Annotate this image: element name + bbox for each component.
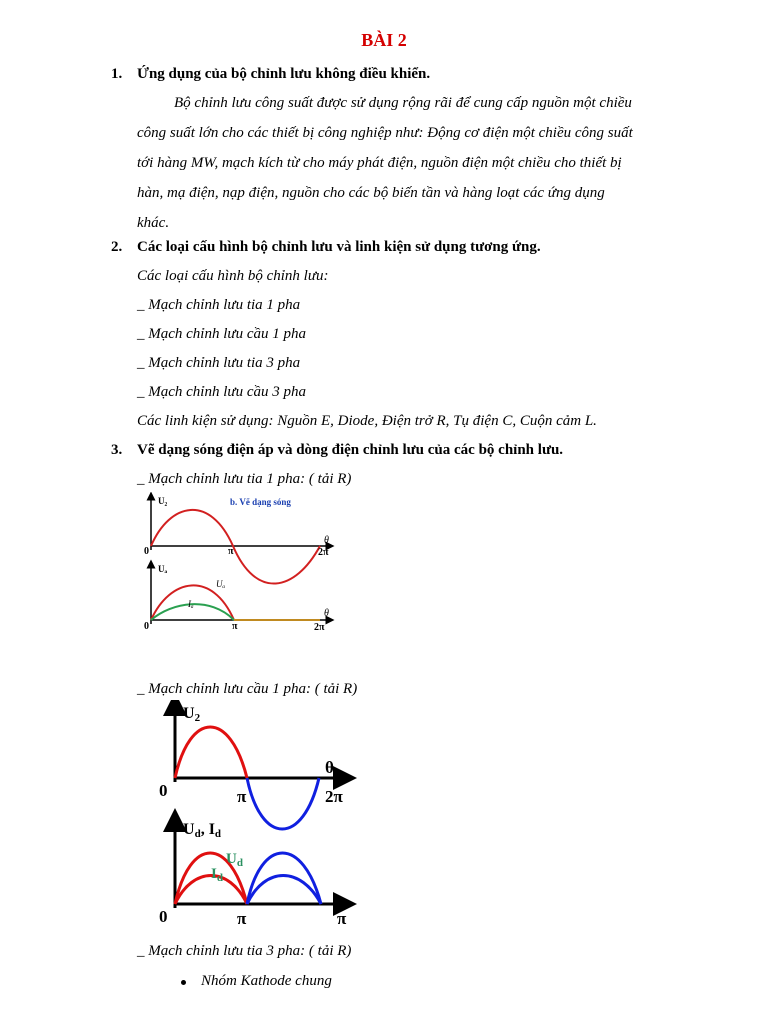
fig2-label: _ Mạch chỉnh lưu cầu 1 pha: ( tải R) xyxy=(137,681,358,697)
bridge-waveform-figure xyxy=(155,700,375,932)
fig2-zero-label: 0 xyxy=(159,781,168,800)
fig1-ud-curve-label: Uₐ xyxy=(216,579,226,589)
fig1-2pi2-label: 2π xyxy=(314,622,325,633)
fig2-u2-label: U2 xyxy=(183,705,201,724)
fig2-ud-curve-label: $U_d$ xyxy=(226,851,243,869)
fig1-theta2-label: θ xyxy=(324,608,329,619)
fig1-zero-label: 0 xyxy=(144,546,149,557)
fig2-id-curve-label: $I_d$ xyxy=(211,866,223,884)
fig2-2pi-label: 2π xyxy=(325,787,343,806)
components-line: Các linh kiện sử dụng: Nguồn E, Diode, Điện trở R, Tụ điện C, Cuộn cảm L. xyxy=(137,413,597,429)
bullet-item: Nhóm Kathode chung xyxy=(201,973,332,990)
config-intro: Các loại cấu hình bộ chỉnh lưu: xyxy=(137,268,329,284)
fig3-label: _ Mạch chỉnh lưu tia 3 pha: ( tải R) xyxy=(137,943,352,959)
fig2-id-neg-half xyxy=(247,876,321,905)
config-item: _ Mạch chỉnh lưu cầu 1 pha xyxy=(137,326,306,342)
fig2-u2-positive xyxy=(175,727,247,778)
fig1-caption: b. Vẽ dạng sóng xyxy=(230,497,291,507)
fig1-ud-axis-label: Uₐ xyxy=(158,564,168,574)
fig1-u2-label: U₂ xyxy=(158,496,168,506)
fig2-pi3-label: π xyxy=(337,909,347,928)
fig2-theta-label: θ xyxy=(325,758,334,777)
section-3-heading: 3. Vẽ dạng sóng điện áp và dòng điện chỉnh lưu của các bộ chỉnh lưu. xyxy=(111,442,564,458)
config-item: _ Mạch chỉnh lưu tia 1 pha xyxy=(137,297,301,313)
fig1-label: _ Mạch chỉnh lưu tia 1 pha: ( tải R) xyxy=(137,471,352,487)
page-title: BÀI 2 xyxy=(361,30,407,50)
bullet-dot-icon xyxy=(181,980,186,985)
fig2-zero2-label: 0 xyxy=(159,907,168,926)
section-1-heading: 1. Ứng dụng của bộ chỉnh lưu không điều khiển. xyxy=(111,66,431,82)
fig1-pi-label: π xyxy=(228,546,234,557)
fig2-pi2-label: π xyxy=(237,909,247,928)
fig1-2pi-label: 2π xyxy=(318,547,329,558)
fig2-u2-negative xyxy=(247,778,319,829)
half-wave-waveform-figure xyxy=(140,492,350,634)
fig1-id-curve-label: Iₐ xyxy=(188,599,194,609)
section-1-paragraph: Bộ chỉnh lưu công suất được sử dụng rộng rãi để cung cấp nguồn một chiều công suất lớn cho các thiết bị công nghiệp như: Động cơ điện một chiều công suất tới hàng MW, mạch kích từ cho máy phát điện, nguồn điện một chiều cho thiết bị hàn, mạ điện, nạp điện, nguồn cho các bộ biến tần và hàng loạt các ứng dụng khác. xyxy=(137,95,633,231)
config-item: _ Mạch chỉnh lưu cầu 3 pha xyxy=(137,384,306,400)
fig2-udid-axis-label: Ud, Id xyxy=(183,821,222,840)
fig1-pi2-label: π xyxy=(232,621,238,632)
fig1-zero2-label: 0 xyxy=(144,621,149,632)
fig1-theta-label: θ xyxy=(324,535,329,546)
fig2-pi-label: π xyxy=(237,787,247,806)
fig2-ud-neg-half xyxy=(247,853,321,904)
section-2-heading: 2. Các loại cấu hình bộ chỉnh lưu và linh kiện sử dụng tương ứng. xyxy=(111,239,541,255)
config-item: _ Mạch chỉnh lưu tia 3 pha xyxy=(137,355,301,371)
